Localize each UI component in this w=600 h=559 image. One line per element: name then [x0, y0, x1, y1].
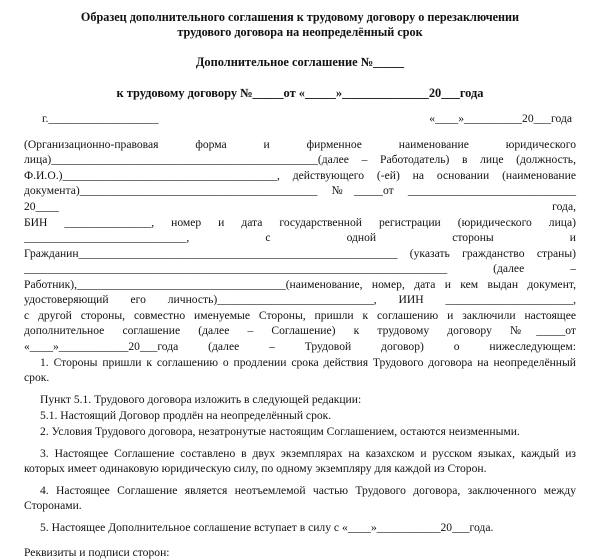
agreement-heading-number: Дополнительное соглашение №_____ [195, 55, 405, 69]
city-field: г.___________________ [42, 112, 159, 125]
paragraph-clause-51-intro: Пункт 5.1. Трудового договора изложить в следующей редакции: [40, 393, 362, 406]
document-title-line-2: трудового договора на неопределённый срок [177, 25, 423, 39]
paragraph-item-5: 5. Настоящее Дополнительное соглашение вступает в силу с «____»___________20___года. [40, 521, 494, 535]
agreement-heading-contract: к трудовому договору №_____от «_____»______________20___года [116, 86, 484, 100]
signatures-heading: Реквизиты и подписи сторон: [24, 545, 170, 559]
paragraph-bin: БИН _______________, номер и дата государственной регистрации (юридического лица) ____________________________, с одной стороны и [24, 215, 576, 244]
city-date-row [22, 112, 578, 125]
document-title [22, 10, 578, 40]
paragraph-item-2: 2. Условия Трудового договора, незатронутые настоящим Соглашением, остаются неизменными. [40, 424, 520, 438]
paragraph-citizen: Гражданин_______________________________________________________ (указать гражданство страны) _________________________________________________________________________ (далее – Работник),____________________________________(наименование, номер, дата и кем выдан документ, удостоверяющий его личность)___________________________, ИИН ______________________, [24, 246, 576, 307]
paragraph-item-4: 4. Настоящее Соглашение является неотъемлемой частью Трудового договора, заключенного между Сторонами. [24, 484, 576, 513]
document-body [22, 137, 578, 536]
date-field: «____»__________20___года [429, 112, 572, 125]
document-title-line-1: Образец дополнительного соглашения к трудовому договору о перезаключении [80, 10, 520, 24]
paragraph-employer: (Организационно-правовая форма и фирменное наименование юридического лица)______________________________________________(далее – Работодатель) в лице (должность, Ф.И.О.)_____________________________________, действующего (-ей) на основании (наименование документа)_________________________________________ №_____от _____________________________ 20____ года, [24, 138, 576, 213]
paragraph-item-1: 1. Стороны пришли к соглашению о продлении срока действия Трудового договора на неопределённый срок. [24, 355, 576, 385]
paragraph-other-party: с другой стороны, совместно именуемые Стороны, пришли к соглашению и заключили настоящее дополнительное соглашение (далее – Соглашение) к трудовому договору №_____от «____»____________20___года (далее – Трудовой договор) о нижеследующем: [24, 308, 576, 353]
paragraph-item-3: 3. Настоящее Соглашение составлено в двух экземплярах на казахском и русском языках, каждый из которых имеет одинаковую юридическую силу, по одному экземпляру для каждой из Сторон. [24, 446, 576, 476]
paragraph-clause-51: 5.1. Настоящий Договор продлён на неопределённый срок. [40, 408, 332, 422]
